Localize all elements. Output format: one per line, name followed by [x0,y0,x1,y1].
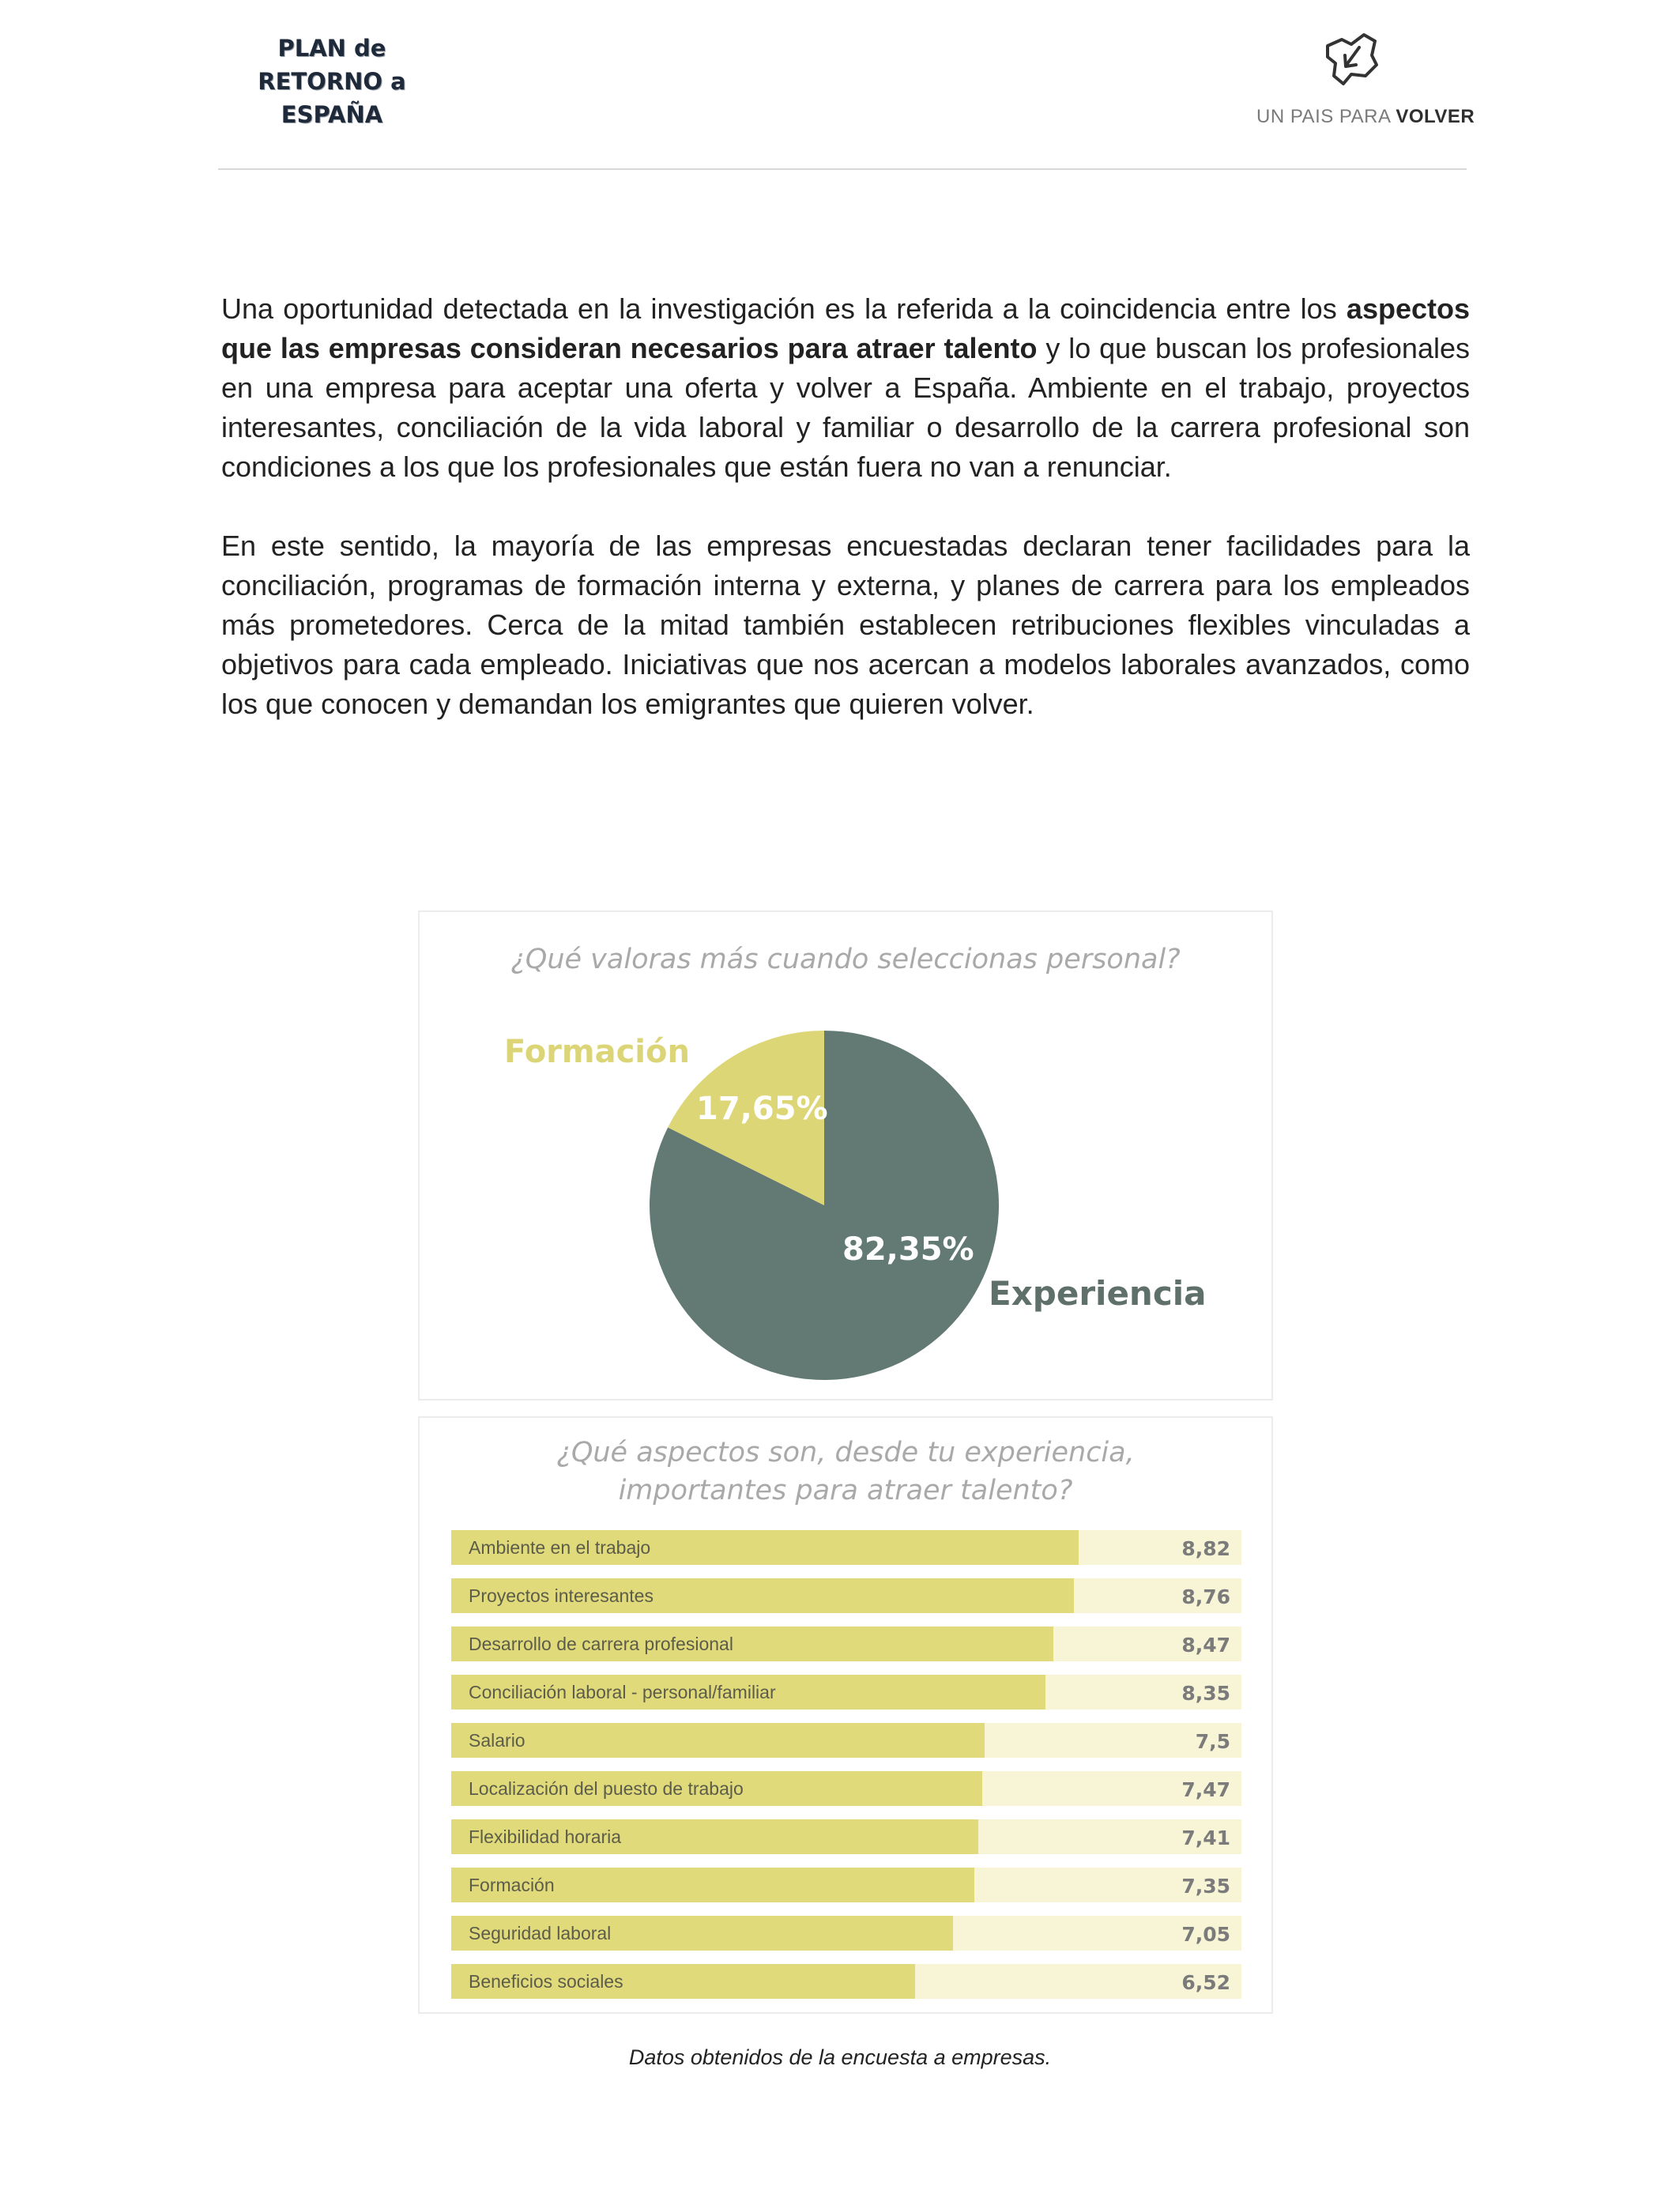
plan-retorno-logo [237,32,427,131]
bar-label: Formación [469,1875,555,1895]
bar-row [451,1578,1241,1613]
bar-label: Beneficios sociales [469,1971,623,1992]
bar-label: Ambiente en el trabajo [469,1537,651,1558]
bar-row [451,1627,1241,1661]
body-paragraph-1 [221,289,1470,487]
bar-value: 8,35 [1181,1682,1230,1705]
bar-value: 8,76 [1181,1585,1230,1608]
bar-row [451,1916,1241,1951]
bar-row [451,1675,1241,1710]
bar-row [451,1819,1241,1854]
bar-label: Seguridad laboral [469,1923,612,1943]
pie-chart-panel [418,910,1273,1400]
bar-label: Proyectos interesantes [469,1585,654,1606]
pie-chart [648,1029,1000,1382]
bar-chart-panel [418,1416,1273,2014]
bar-value: 8,47 [1181,1634,1230,1657]
p1-part2: y lo que buscan los profesionales en una empresa para aceptar una oferta y volver a España. Ambiente en el trabajo, proyectos interesantes, conciliación de la vida laboral y familiar o desarrollo de la carrera profesional son condiciones a los que los profesionales que están fuera no van a renunciar. [221,332,1470,483]
bar-value: 6,52 [1181,1971,1230,1994]
pie-chart-title: ¿Qué valoras más cuando seleccionas personal? [510,944,1181,975]
bar-row [451,1530,1241,1565]
bar-chart-title-line-2: importantes para atraer talento? [618,1475,1073,1506]
bar-value: 7,35 [1181,1875,1230,1898]
p1-bold: aspectos que las empresas consideran necesarios para atraer talento [221,292,1470,364]
bar-chart-title-line-1: ¿Qué aspectos son, desde tu experiencia, [556,1437,1135,1468]
bar-label: Localización del puesto de trabajo [469,1778,744,1799]
bar-row [451,1723,1241,1758]
figure-caption: Datos obtenidos de la encuesta a empresas. [628,2045,1052,2069]
bar-value: 7,05 [1181,1923,1230,1946]
spain-map-arrow-icon [1320,28,1383,92]
logo-tagline [1256,106,1475,128]
bar-label: Salario [469,1730,525,1751]
bar-label: Desarrollo de carrera profesional [469,1634,733,1654]
bar-value: 7,47 [1181,1778,1230,1801]
pie-legend-formacion: Formación [504,1034,690,1070]
p1-part1: Una oportunidad detectada en la investigación es la referida a la coincidencia entre los [221,292,1347,325]
bar-label: Flexibilidad horaria [469,1826,622,1847]
logo-line-2: RETORNO a [258,68,406,95]
bar-row [451,1964,1241,1999]
un-pais-para-volver-logo [1256,28,1475,131]
bar-value: 7,41 [1181,1826,1230,1849]
bar-value: 7,5 [1195,1730,1230,1753]
bar-fill [451,1723,985,1758]
body-paragraph-2: En este sentido, la mayoría de las empresas encuestadas declaran tener facilidades para la conciliación, programas de formación interna y externa, y planes de carrera para los empleados más prometedores. Cerca de la mitad también establecen retribuciones flexibles vinculadas a objetivos para cada empleado. Iniciativas que nos acercan a modelos laborales avanzados, como los que conocen y demandan los emigrantes que quieren volver. [221,530,1470,720]
logo-line-1: PLAN de [277,35,386,62]
logo-line-3: ESPAÑA [281,101,383,128]
bar-value: 8,82 [1181,1537,1230,1560]
bar-label: Conciliación laboral - personal/familiar [469,1682,776,1702]
pie-value-formacion: 17,65% [696,1091,828,1127]
pie-value-experiencia: 82,35% [842,1231,974,1268]
bar-row [451,1771,1241,1806]
tagline-prefix: UN PAIS PARA [1256,106,1396,127]
pie-legend-experiencia: Experiencia [989,1274,1207,1313]
tagline-bold: VOLVER [1396,106,1475,127]
bar-row [451,1868,1241,1902]
header-divider [218,168,1467,170]
